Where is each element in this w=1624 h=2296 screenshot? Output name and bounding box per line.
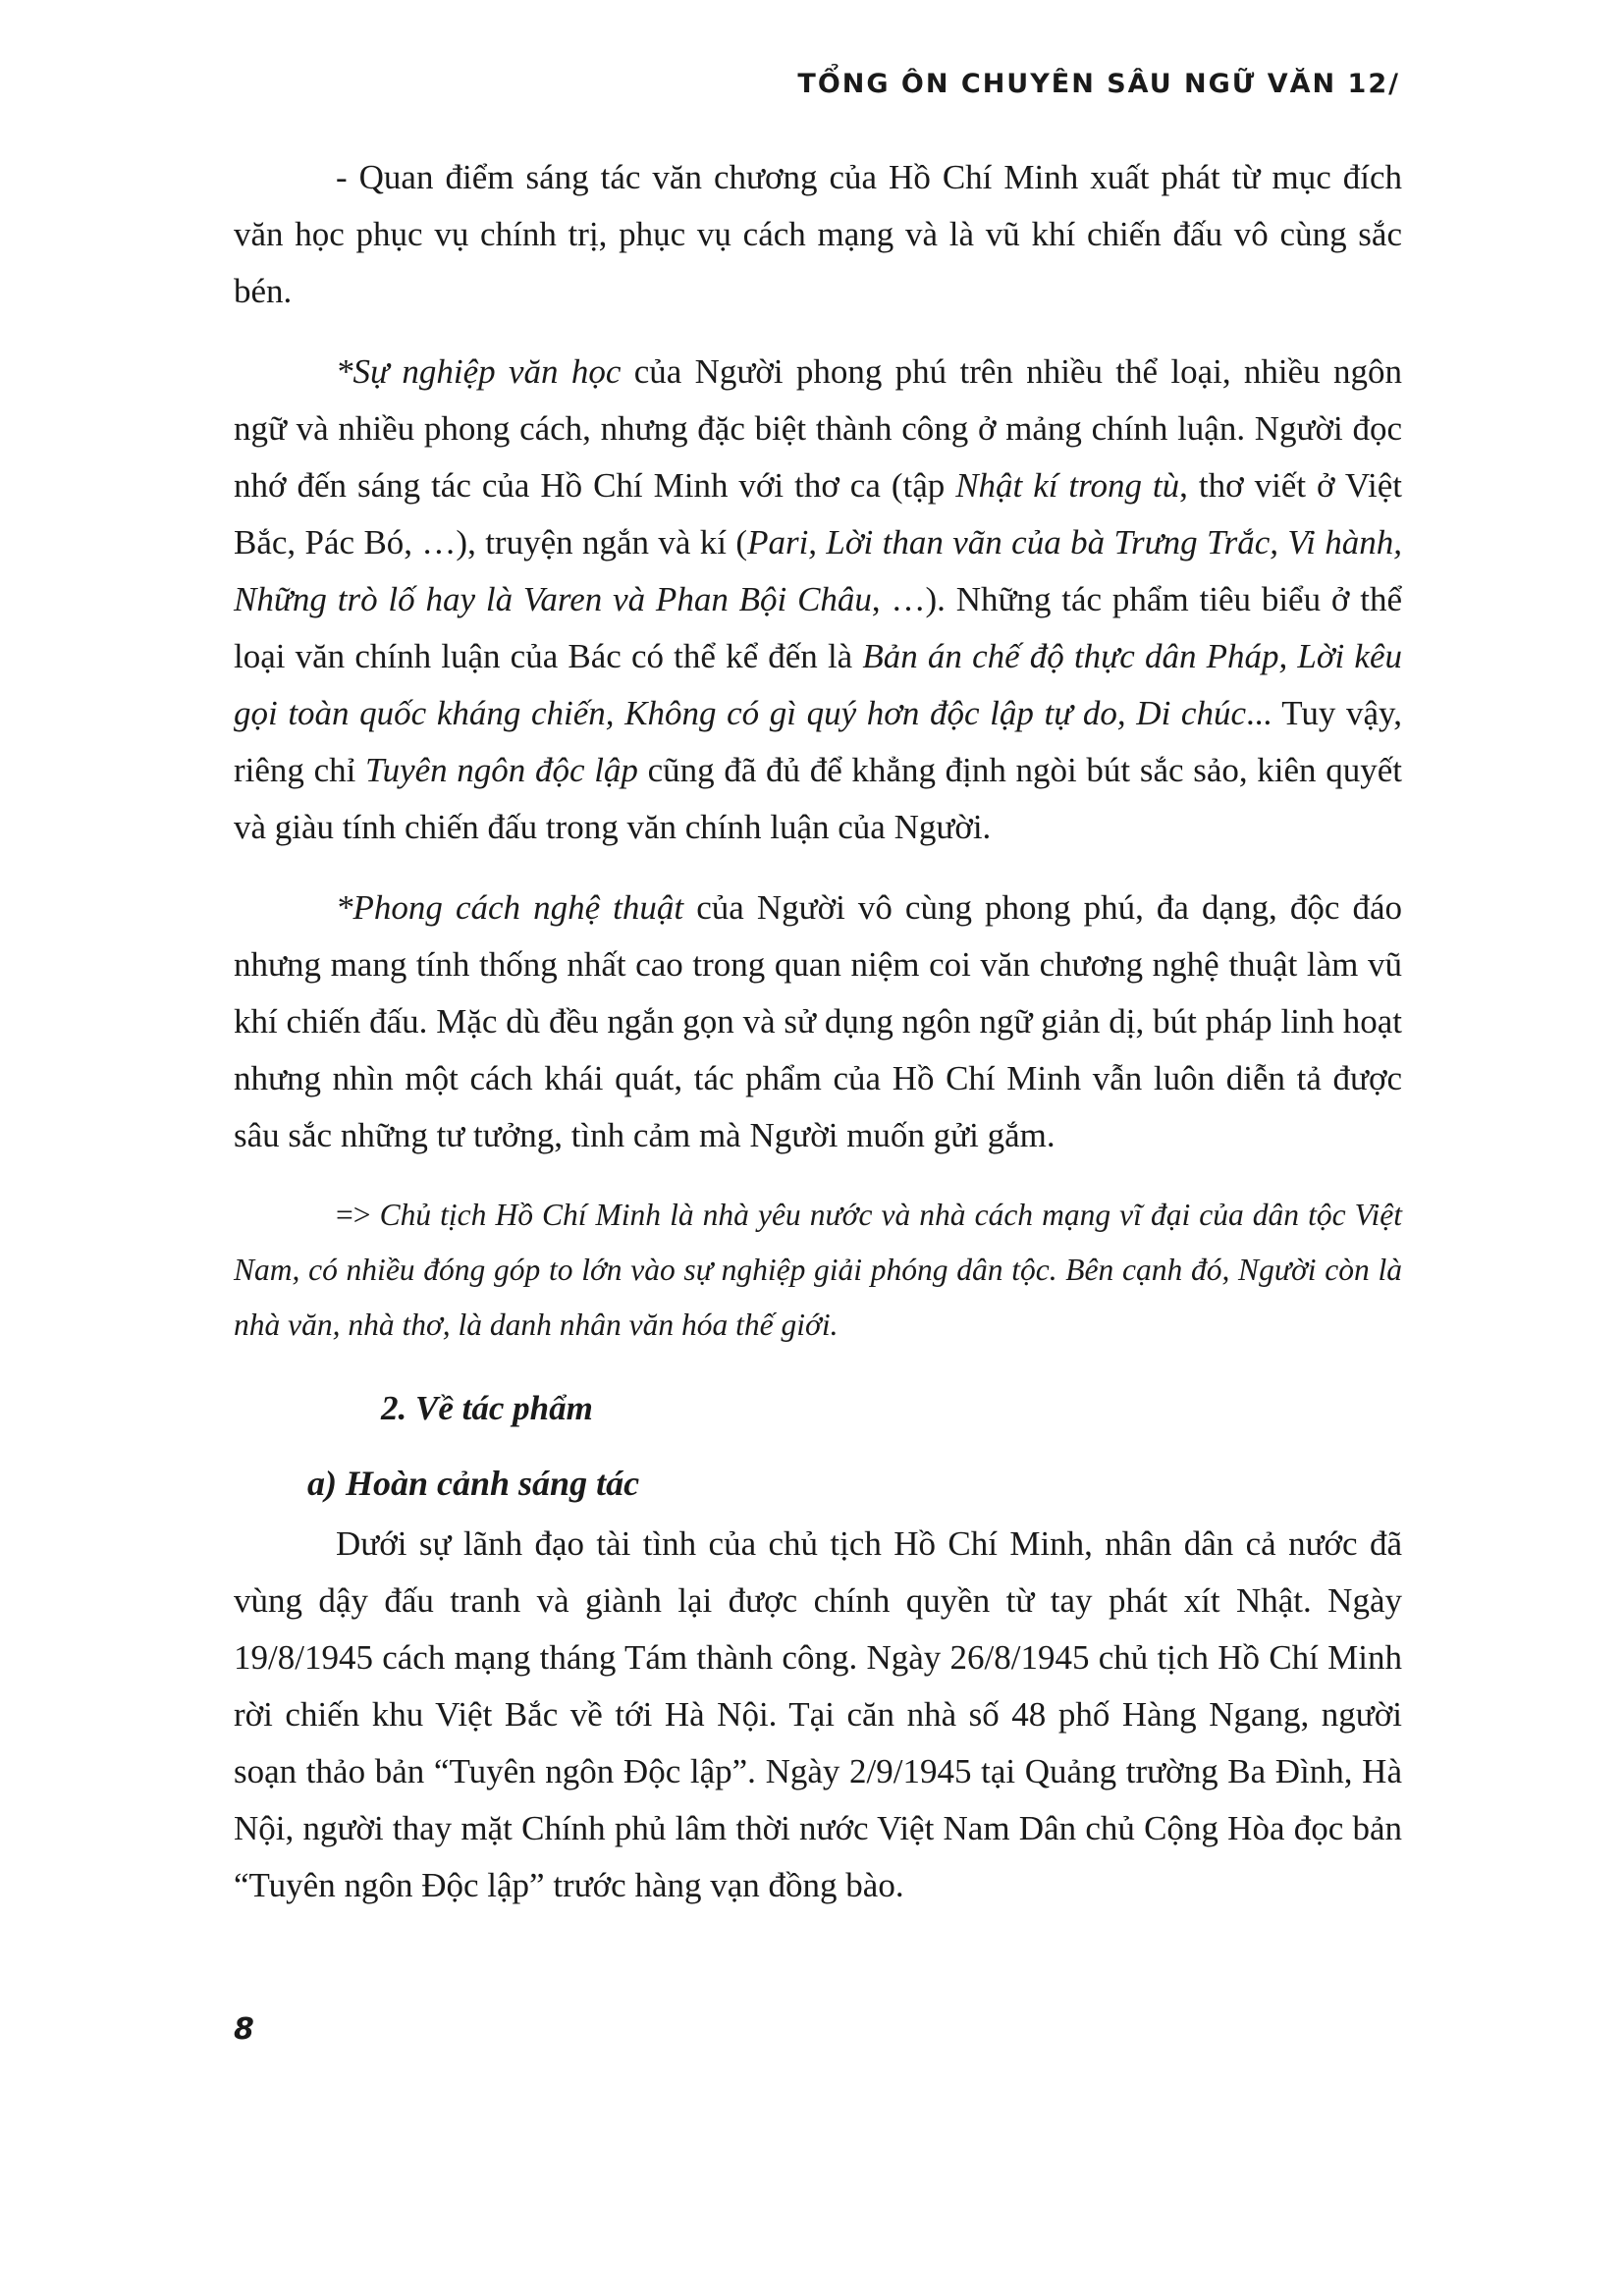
- work-titles: Pari, Lời than vãn của bà Trưng Trắc, Vi hành, Những trò lố hay là Varen và Phan Bội Châu: [234, 523, 1403, 618]
- running-header-title: TỔNG ÔN CHUYÊN SÂU NGỮ VĂN 12/: [797, 69, 1400, 99]
- paragraph-artistic-style: [234, 880, 1402, 1164]
- italic-lead: *Phong cách nghệ thuật: [336, 888, 684, 927]
- section-heading: 2. Về tác phẩm: [381, 1389, 593, 1427]
- text-run: của Người phong phú trên nhiều thể loại, nhiều ngôn ngữ và nhiều phong cách, nhưng đặc biệt thành công ở mảng chính luận. Người đọc nhớ đến sáng tác của Hồ Chí Minh với thơ ca (tập: [234, 352, 1402, 505]
- paragraph-literary-viewpoint: - Quan điểm sáng tác văn chương của Hồ Chí Minh xuất phát từ mục đích văn học phục vụ chính trị, phục vụ cách mạng và là vũ khí chiến đấu vô cùng sắc bén.: [234, 158, 1402, 310]
- conclusion-arrow: =>: [336, 1198, 380, 1232]
- text-run: của Người vô cùng phong phú, đa dạng, độc đáo nhưng mang tính thống nhất cao trong quan niệm coi văn chương nghệ thuật làm vũ khí chiến đấu. Mặc dù đều ngắn gọn và sử dụng ngôn ngữ giản dị, bút pháp linh hoạt nhưng nhìn một cách khái quát, tác phẩm của Hồ Chí Minh vẫn luôn diễn tả được sâu sắc những tư tưởng, tình cảm mà Người muốn gửi gắm.: [234, 888, 1402, 1154]
- text-run: , …). Những tác phẩm tiêu biểu ở thể loại văn chính luận của Bác có thể kể đến là: [234, 580, 1402, 675]
- subsection-heading: a) Hoàn cảnh sáng tác: [307, 1464, 640, 1503]
- page-number: 8: [234, 2012, 254, 2047]
- text-run: cũng đã đủ để khẳng định ngòi bút sắc sảo, kiên quyết và giàu tính chiến đấu trong văn chính luận của Người.: [234, 751, 1402, 846]
- conclusion-text: Chủ tịch Hồ Chí Minh là nhà yêu nước và nhà cách mạng vĩ đại của dân tộc Việt Nam, có nhiều đóng góp to lớn vào sự nghiệp giải phóng dân tộc. Bên cạnh đó, Người còn là nhà văn, nhà thơ, là danh nhân văn hóa thế giới.: [234, 1198, 1403, 1342]
- text-run: ... Tuy vậy, riêng chỉ: [234, 694, 1402, 789]
- conclusion-note: [234, 1188, 1402, 1353]
- text-run: , thơ viết ở Việt Bắc, Pác Bó, …), truyện ngắn và kí (: [234, 466, 1402, 561]
- page-body: [234, 149, 1402, 1938]
- work-title: Nhật kí trong tù: [955, 466, 1180, 505]
- italic-lead: *Sự nghiệp văn học: [336, 352, 622, 391]
- paragraph-context: Dưới sự lãnh đạo tài tình của chủ tịch Hồ Chí Minh, nhân dân cả nước đã vùng dậy đấu tranh và giành lại được chính quyền từ tay phát xít Nhật. Ngày 19/8/1945 cách mạng tháng Tám thành công. Ngày 26/8/1945 chủ tịch Hồ Chí Minh rời chiến khu Việt Bắc về tới Hà Nội. Tại căn nhà số 48 phố Hàng Ngang, người soạn thảo bản “Tuyên ngôn Độc lập”. Ngày 2/9/1945 tại Quảng trường Ba Đình, Hà Nội, người thay mặt Chính phủ lâm thời nước Việt Nam Dân chủ Cộng Hòa đọc bản “Tuyên ngôn Độc lập” trước hàng vạn đồng bào.: [234, 1524, 1402, 1904]
- work-title: Tuyên ngôn độc lập: [365, 751, 638, 789]
- paragraph-literary-career: [234, 344, 1402, 856]
- work-titles: Bản án chế độ thực dân Pháp, Lời kêu gọi toàn quốc kháng chiến, Không có gì quý hơn độc lập tự do, Di chúc: [234, 637, 1402, 732]
